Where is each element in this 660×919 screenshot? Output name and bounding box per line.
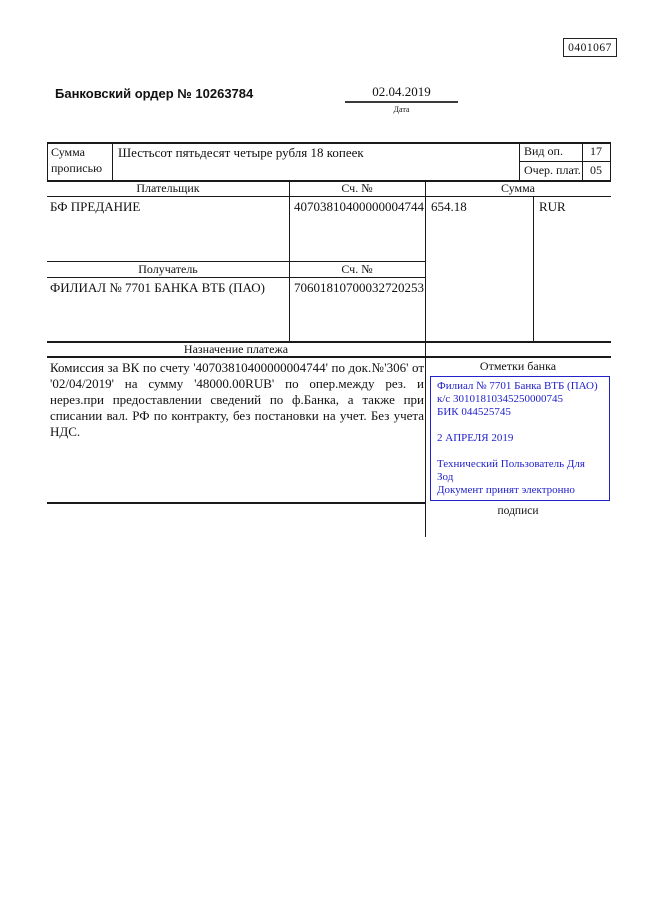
amount-header: Сумма [501, 181, 535, 195]
table-border-line [47, 196, 611, 197]
stamp-line: БИК 044525745 [437, 406, 511, 418]
table-border-line [533, 196, 534, 341]
signatures-label: подписи [497, 505, 539, 517]
amount-words-value: Шестьсот пятьдесят четыре рубля 18 копеек [118, 145, 364, 160]
op-type-label: Вид оп. [524, 144, 563, 158]
table-border-line [519, 142, 520, 180]
date-block [345, 84, 458, 114]
stamp-line: Документ принят электронно [437, 484, 575, 496]
bank-stamp [430, 376, 610, 501]
date-label: Дата [393, 105, 410, 114]
table-border-line [47, 502, 426, 504]
amount-words-label-line2: прописью [51, 161, 103, 175]
amount-value: 654.18 [431, 199, 467, 214]
stamp-line: Технический Пользователь Для Зод [437, 458, 585, 483]
table-border-line [47, 142, 48, 180]
page-title: Банковский ордер № 10263784 [55, 86, 254, 101]
table-border-line [112, 142, 113, 180]
purpose-text: Комиссия за ВК по счету '40703810400000004744' по док.№'306' от '02/04/2019' на сумму '48000.00RUB' по опер.между рез. и нерез.при предоставлении сведений по ф.Банка, а также при списании вал. РФ по контракту, без постановки на учет. Без учета НДС. [50, 360, 424, 439]
payer-name: БФ ПРЕДАНИЕ [50, 199, 141, 214]
table-border-line [519, 161, 611, 162]
payee-account-header: Сч. № [341, 262, 373, 276]
purpose-header: Назначение платежа [183, 341, 289, 356]
stamp-line: 2 АПРЕЛЯ 2019 [437, 432, 514, 444]
bank-marks-header: Отметки банка [479, 358, 557, 373]
stamp-line: Филиал № 7701 Банка ВТБ (ПАО) [437, 380, 598, 392]
payer-header: Плательщик [136, 181, 200, 195]
op-type-value: 17 [590, 144, 602, 158]
form-code-box: 0401067 [563, 38, 617, 57]
order-table [47, 142, 611, 562]
table-border-line [47, 277, 426, 278]
payment-priority-label: Очер. плат. [524, 163, 581, 177]
payer-account-header: Сч. № [341, 181, 373, 195]
stamp-line [437, 419, 603, 432]
payment-priority-value: 05 [590, 163, 602, 177]
table-border-line [289, 180, 290, 341]
payee-account: 70601810700032720253 [294, 280, 424, 295]
amount-words-label-line1: Сумма [51, 145, 85, 159]
payee-name: ФИЛИАЛ № 7701 БАНКА ВТБ (ПАО) [50, 280, 265, 295]
stamp-line [437, 445, 603, 458]
payee-header: Получатель [138, 262, 198, 276]
amount-currency: RUR [539, 199, 566, 214]
payer-account: 40703810400000004744 [294, 199, 424, 214]
table-border-line [610, 142, 611, 180]
stamp-line: к/с 30101810345250000745 [437, 393, 564, 405]
amount-words-label [51, 144, 109, 176]
date-value: 02.04.2019 [345, 84, 458, 103]
